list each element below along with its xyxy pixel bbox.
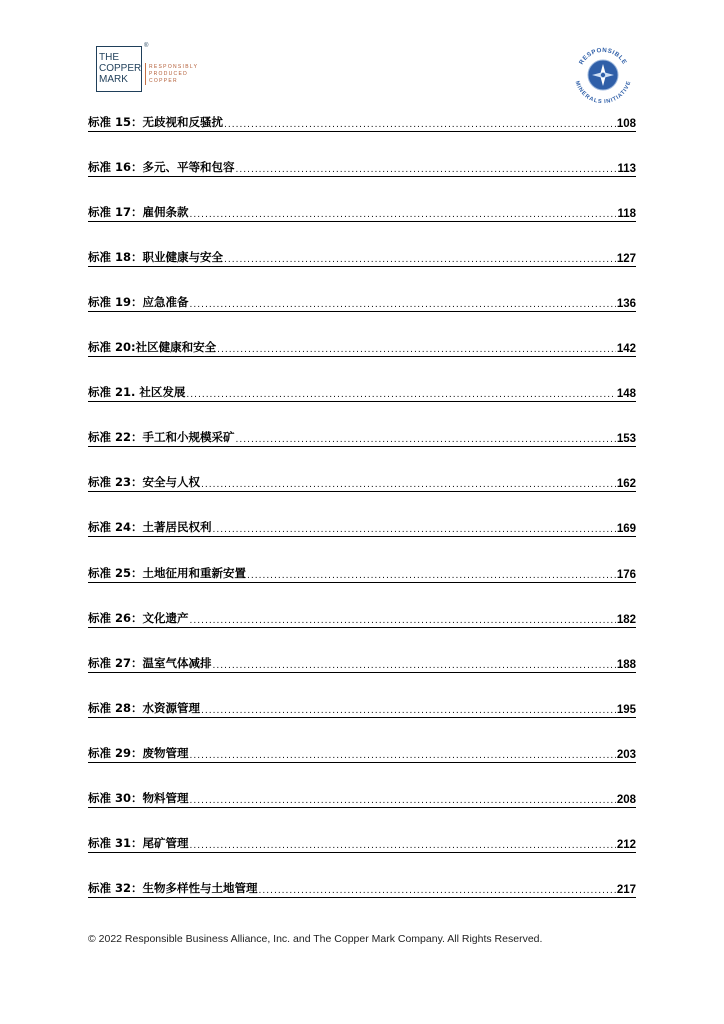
toc-entry[interactable] [88,251,636,267]
toc-entry-title: 标准 16：多元、平等和包容 [88,160,235,175]
copper-mark-line-1: THE [99,52,119,63]
toc-entry[interactable] [88,657,636,673]
toc-entry[interactable] [88,882,636,898]
toc-dot-leader [236,435,616,446]
toc-entry-page-number: 148 [616,388,636,401]
copper-mark-sub-3: COPPER [149,78,178,84]
toc-entry-page-number: 188 [616,658,636,671]
toc-entry-page-number: 208 [616,793,636,806]
toc-dot-leader [190,616,616,627]
rmi-logo [572,44,634,106]
toc-entry-page-number: 162 [616,478,636,491]
toc-entry-title: 标准 22：手工和小规模采矿 [88,430,235,445]
toc-dot-leader [190,751,616,762]
toc-entry-page-number: 113 [617,163,636,176]
toc-entry-page-number: 108 [616,118,636,130]
trademark-symbol: ® [144,43,149,49]
toc-dot-leader [201,480,616,491]
toc-entry-title: 标准 30：物料管理 [88,790,189,805]
toc-entry[interactable] [88,296,636,312]
copper-mark-divider [145,63,146,85]
toc-entry-title: 标准 25：土地征用和重新安置 [88,565,247,580]
toc-dot-leader [213,525,616,536]
toc-entry-page-number: 118 [617,208,636,221]
copper-mark-sub-2: PRODUCED [149,71,189,77]
toc-dot-leader [236,165,617,176]
toc-dot-leader [213,661,616,672]
toc-dot-leader [201,706,616,717]
toc-entry[interactable] [88,612,636,628]
toc-dot-leader [224,255,616,266]
toc-entry[interactable] [88,116,636,132]
toc-entry-title: 标准 23：安全与人权 [88,475,201,490]
toc-entry-page-number: 182 [616,613,636,626]
toc-entry[interactable] [88,792,636,808]
toc-entry-title: 标准 21. 社区发展 [88,385,186,400]
toc-dot-leader [259,886,616,897]
copyright-footer: © 2022 Responsible Business Alliance, Inc. and The Copper Mark Company. All Rights Reserved. [88,933,543,945]
rmi-bottom-text: MINERALS INITIATIVE [573,80,633,106]
toc-entry-title: 标准 20:社区健康和安全 [88,340,217,355]
toc-dot-leader [190,210,617,221]
toc-entry-title: 标准 24：土著居民权利 [88,520,212,535]
toc-entry-page-number: 212 [616,838,636,851]
toc-dot-leader [190,796,616,807]
toc-dot-leader [247,571,616,582]
toc-entry-title: 标准 19：应急准备 [88,295,189,310]
toc-entry[interactable] [88,702,636,718]
toc-entry[interactable] [88,206,636,222]
toc-entry-page-number: 153 [616,433,636,446]
toc-entry[interactable] [88,837,636,853]
toc-entry-title: 标准 17：雇佣条款 [88,205,189,220]
toc-entry-page-number: 127 [616,253,636,266]
toc-entry-title: 标准 32：生物多样性与土地管理 [88,880,258,895]
copper-mark-line-3: MARK [99,74,128,85]
toc-entry-page-number: 176 [616,568,636,581]
toc-entry-page-number: 169 [616,523,636,536]
toc-dot-leader [224,120,616,131]
toc-entry-title: 标准 18：职业健康与安全 [88,250,224,265]
copper-mark-line-2: COPPER [99,63,142,74]
toc-entry[interactable] [88,161,636,177]
toc-entry-page-number: 217 [616,883,636,896]
toc-entry-title: 标准 15：无歧视和反骚扰 [88,115,224,129]
toc-dot-leader [190,841,616,852]
toc-entry-page-number: 136 [616,298,636,311]
copper-mark-sub-1: RESPONSIBLY [149,64,199,70]
toc-entry[interactable] [88,386,636,402]
toc-entry[interactable] [88,567,636,583]
rmi-top-text: RESPONSIBLE [577,46,629,66]
toc-dot-leader [186,390,615,401]
toc-entry[interactable] [88,747,636,763]
toc-entry-title: 标准 27：温室气体减排 [88,655,212,670]
toc-dot-leader [217,345,616,356]
toc-entry[interactable] [88,521,636,537]
toc-dot-leader [190,300,616,311]
toc-entry-page-number: 203 [616,748,636,761]
toc-entry-page-number: 142 [616,343,636,356]
toc-entry[interactable] [88,431,636,447]
toc-entry[interactable] [88,341,636,357]
toc-entry-page-number: 195 [616,703,636,716]
toc-entry-title: 标准 28：水资源管理 [88,700,201,715]
toc-entry-title: 标准 26：文化遗产 [88,610,189,625]
toc-entry-title: 标准 29：废物管理 [88,745,189,760]
toc-entry-title: 标准 31：尾矿管理 [88,835,189,850]
toc-entry[interactable] [88,476,636,492]
page-header [0,0,724,110]
